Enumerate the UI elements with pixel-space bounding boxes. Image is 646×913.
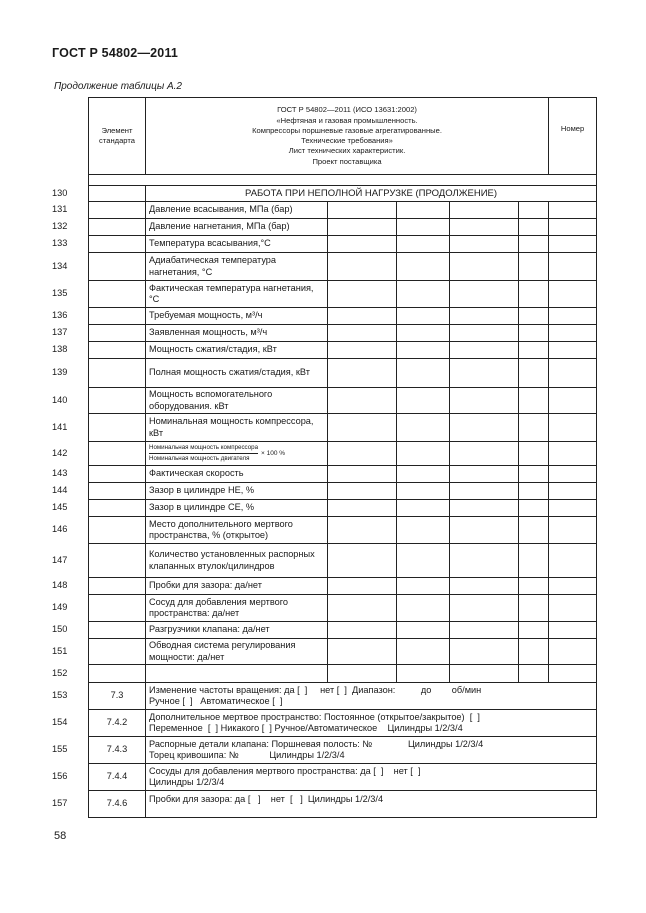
value-cell [397, 483, 450, 500]
element-cell [89, 325, 146, 342]
specification-table [88, 97, 597, 818]
value-cell [549, 578, 597, 595]
table-row [89, 359, 597, 388]
value-cell [519, 281, 549, 308]
element-cell [89, 578, 146, 595]
value-cell [397, 308, 450, 325]
row-label [146, 442, 328, 466]
value-cell [450, 595, 519, 622]
value-cell [549, 253, 597, 281]
value-cell [549, 483, 597, 500]
value-cell [328, 595, 397, 622]
value-cell [450, 388, 519, 414]
value-cell [397, 414, 450, 442]
value-cell [519, 342, 549, 359]
element-cell [89, 517, 146, 544]
row-label: Мощность вспомогательного оборудования. кВт [146, 388, 328, 414]
value-cell [397, 253, 450, 281]
table-row [89, 219, 597, 236]
element-cell [89, 253, 146, 281]
value-cell [549, 622, 597, 639]
element-reference: 7.4.6 [89, 791, 146, 818]
row-number: 143 [52, 468, 68, 478]
value-cell [328, 253, 397, 281]
description-line: Пробки для зазора: да [ ] нет [ ] Цилиндры 1/2/3/4 [149, 794, 384, 804]
description-line: Дополнительное мертвое пространство: Постоянное (открытое/закрытое) [ ] [149, 711, 480, 722]
value-cell [450, 500, 519, 517]
title-line: Технические требования» [301, 136, 393, 145]
value-cell [450, 517, 519, 544]
value-cell [549, 442, 597, 466]
value-cell [519, 517, 549, 544]
row-number: 147 [52, 554, 68, 565]
table-row [89, 236, 597, 253]
table-row [89, 639, 597, 665]
value-cell [397, 219, 450, 236]
table-row [89, 791, 597, 818]
value-cell [549, 639, 597, 665]
value-cell [549, 595, 597, 622]
value-cell [397, 342, 450, 359]
row-label: Место дополнительного мертвого пространства, % (открытое) [146, 517, 328, 544]
table-caption: Продолжение таблицы А.2 [54, 81, 182, 92]
fraction-multiplier: × 100 % [261, 449, 286, 457]
value-cell [549, 359, 597, 388]
element-cell [89, 639, 146, 665]
row-label: Номинальная мощность компрессора, кВт [146, 414, 328, 442]
row-number: 146 [52, 524, 68, 534]
value-cell [328, 325, 397, 342]
title-line: Лист технических характеристик. [288, 146, 406, 156]
value-cell [328, 544, 397, 578]
table-row [89, 253, 597, 281]
table-row [89, 578, 597, 595]
value-cell [549, 308, 597, 325]
value-cell [397, 595, 450, 622]
value-cell [450, 219, 519, 236]
value-cell [450, 544, 519, 578]
row-label: Обводная система регулирования мощности: да/нет [146, 639, 328, 665]
value-cell [450, 359, 519, 388]
row-label: Давление всасывания, МПа (бар) [146, 202, 328, 219]
description-line: Переменное [ ] Никакого [ ] Ручное/Автоматическое Цилиндры 1/2/3/4 [149, 723, 463, 733]
row-description [146, 737, 597, 764]
table-row [89, 500, 597, 517]
element-cell [89, 219, 146, 236]
table-header-row [89, 98, 597, 175]
row-number: 142 [52, 447, 68, 458]
value-cell [450, 342, 519, 359]
value-cell [328, 622, 397, 639]
row-number: 134 [52, 260, 68, 271]
row-label: Полная мощность сжатия/стадия, кВт [146, 359, 328, 388]
ratio-fraction [149, 444, 258, 463]
description-line: Распорные детали клапана: Поршневая полость: № Цилиндры 1/2/3/4 [149, 738, 484, 749]
value-cell [549, 517, 597, 544]
row-number: 145 [52, 502, 68, 512]
value-cell [519, 500, 549, 517]
element-reference: 7.4.3 [89, 737, 146, 764]
row-number: 139 [52, 367, 68, 377]
value-cell [519, 202, 549, 219]
value-cell [450, 466, 519, 483]
element-cell [89, 544, 146, 578]
value-cell [450, 414, 519, 442]
value-cell [397, 544, 450, 578]
element-cell [89, 308, 146, 325]
element-cell [89, 483, 146, 500]
table-row [89, 665, 597, 683]
value-cell [397, 466, 450, 483]
row-label: Адиабатическая температура нагнетания, °С [146, 253, 328, 281]
value-cell [519, 578, 549, 595]
value-cell [328, 414, 397, 442]
row-label: Количество установленных распорных клапанных втулок/цилиндров [146, 544, 328, 578]
value-cell [549, 236, 597, 253]
value-cell [549, 388, 597, 414]
value-cell [450, 665, 519, 683]
value-cell [328, 517, 397, 544]
value-cell [549, 342, 597, 359]
value-cell [450, 622, 519, 639]
column-header-number: Номер [549, 98, 597, 175]
description-line: Торец кривошипа: № Цилиндры 1/2/3/4 [149, 750, 345, 760]
value-cell [450, 325, 519, 342]
element-reference: 7.3 [89, 683, 146, 710]
table-row [89, 517, 597, 544]
title-line: Компрессоры поршневые газовые агрегатированные. [252, 125, 442, 135]
value-cell [397, 388, 450, 414]
value-cell [328, 359, 397, 388]
value-cell [519, 219, 549, 236]
value-cell [328, 202, 397, 219]
table-row [89, 186, 597, 202]
element-cell [89, 500, 146, 517]
table-row [89, 466, 597, 483]
row-number: 152 [52, 667, 68, 678]
table-row [89, 595, 597, 622]
row-label: Зазор в цилиндре СЕ, % [146, 500, 328, 517]
row-number: 137 [52, 327, 68, 337]
value-cell [450, 483, 519, 500]
value-cell [450, 202, 519, 219]
element-cell [89, 595, 146, 622]
table-row [89, 342, 597, 359]
value-cell [397, 236, 450, 253]
value-cell [519, 236, 549, 253]
value-cell [328, 500, 397, 517]
title-line: «Нефтяная и газовая промышленность. [276, 115, 418, 125]
value-cell [519, 544, 549, 578]
value-cell [549, 219, 597, 236]
table-row [89, 710, 597, 737]
value-cell [519, 388, 549, 414]
table-row [89, 281, 597, 308]
element-cell [89, 281, 146, 308]
page-number: 58 [54, 830, 67, 842]
value-cell [450, 639, 519, 665]
value-cell [519, 359, 549, 388]
value-cell [519, 595, 549, 622]
element-cell [89, 342, 146, 359]
value-cell [397, 442, 450, 466]
table-row [89, 388, 597, 414]
row-label: Пробки для зазора: да/нет [146, 578, 328, 595]
description-line: Цилиндры 1/2/3/4 [149, 777, 225, 787]
table-row [89, 202, 597, 219]
row-label: Разгрузчики клапана: да/нет [146, 622, 328, 639]
element-cell [89, 414, 146, 442]
row-number: 130 [52, 187, 68, 198]
row-number: 132 [52, 221, 68, 231]
table-row [89, 325, 597, 342]
value-cell [397, 202, 450, 219]
description-line: Ручное [ ] Автоматическое [ ] [149, 696, 283, 706]
value-cell [328, 281, 397, 308]
value-cell [328, 578, 397, 595]
value-cell [549, 466, 597, 483]
description-line: Сосуды для добавления мертвого пространства: да [ ] нет [ ] [149, 765, 421, 776]
value-cell [549, 281, 597, 308]
value-cell [397, 500, 450, 517]
value-cell [328, 388, 397, 414]
row-label: Фактическая скорость [146, 466, 328, 483]
value-cell [397, 665, 450, 683]
row-description [146, 710, 597, 737]
table-row [89, 483, 597, 500]
element-cell [89, 388, 146, 414]
value-cell [397, 622, 450, 639]
row-number: 141 [52, 421, 68, 432]
row-number: 156 [52, 771, 68, 781]
element-cell [89, 442, 146, 466]
row-label: Зазор в цилиндре НЕ, % [146, 483, 328, 500]
row-number: 140 [52, 394, 68, 405]
value-cell [450, 281, 519, 308]
row-label: Фактическая температура нагнетания, °С [146, 281, 328, 308]
value-cell [519, 325, 549, 342]
row-label: Заявленная мощность, м³/ч [146, 325, 328, 342]
column-header-title [146, 98, 549, 175]
row-description [146, 764, 597, 791]
row-number: 155 [52, 744, 68, 754]
row-number: 148 [52, 580, 68, 590]
table-row [89, 544, 597, 578]
value-cell [549, 325, 597, 342]
row-number: 133 [52, 238, 68, 248]
table-row [89, 414, 597, 442]
row-label [146, 665, 328, 683]
row-number: 150 [52, 624, 68, 634]
value-cell [549, 665, 597, 683]
value-cell [328, 219, 397, 236]
row-number: 135 [52, 288, 68, 298]
value-cell [328, 466, 397, 483]
table-row [89, 764, 597, 791]
row-label: Требуемая мощность, м³/ч [146, 308, 328, 325]
value-cell [519, 466, 549, 483]
value-cell [519, 253, 549, 281]
element-cell [89, 186, 146, 202]
row-number: 157 [52, 798, 68, 808]
value-cell [450, 308, 519, 325]
value-cell [397, 325, 450, 342]
value-cell [519, 414, 549, 442]
row-number: 154 [52, 717, 68, 727]
value-cell [519, 639, 549, 665]
value-cell [328, 308, 397, 325]
value-cell [397, 578, 450, 595]
row-number: 131 [52, 204, 68, 214]
fraction-numerator: Номинальная мощность компрессора [149, 444, 258, 454]
row-description [146, 683, 597, 710]
element-cell [89, 359, 146, 388]
value-cell [397, 639, 450, 665]
table-row [89, 308, 597, 325]
table-row [89, 442, 597, 466]
value-cell [549, 414, 597, 442]
row-number: 138 [52, 344, 68, 354]
row-label: Давление нагнетания, МПа (бар) [146, 219, 328, 236]
value-cell [519, 622, 549, 639]
value-cell [450, 236, 519, 253]
row-label: Температура всасывания,°С [146, 236, 328, 253]
row-number: 136 [52, 310, 68, 320]
value-cell [328, 483, 397, 500]
row-description [146, 791, 597, 818]
row-number: 151 [52, 645, 68, 656]
description-line: Изменение частоты вращения: да [ ] нет [ ] Диапазон: до об/мин [149, 684, 482, 695]
element-reference: 7.4.4 [89, 764, 146, 791]
value-cell [397, 281, 450, 308]
row-label: Сосуд для добавления мертвого пространства: да/нет [146, 595, 328, 622]
value-cell [549, 544, 597, 578]
title-line: Проект поставщика [312, 156, 382, 166]
standard-title: ГОСТ Р 54802—2011 [52, 46, 179, 60]
title-line: ГОСТ Р 54802—2011 (ИСО 13631:2002) [277, 105, 417, 115]
fraction-denominator: Номинальная мощность двигателя [149, 455, 250, 462]
row-number: 144 [52, 485, 68, 495]
section-heading: РАБОТА ПРИ НЕПОЛНОЙ НАГРУЗКЕ (ПРОДОЛЖЕНИЕ) [146, 186, 597, 202]
table-row [89, 622, 597, 639]
element-cell [89, 622, 146, 639]
element-cell [89, 665, 146, 683]
element-cell [89, 466, 146, 483]
table-row [89, 737, 597, 764]
value-cell [328, 639, 397, 665]
value-cell [397, 517, 450, 544]
value-cell [450, 442, 519, 466]
value-cell [328, 236, 397, 253]
value-cell [450, 578, 519, 595]
value-cell [519, 442, 549, 466]
value-cell [519, 483, 549, 500]
row-number: 149 [52, 602, 68, 612]
value-cell [519, 665, 549, 683]
value-cell [397, 359, 450, 388]
value-cell [549, 202, 597, 219]
element-reference: 7.4.2 [89, 710, 146, 737]
value-cell [450, 253, 519, 281]
column-header-element: Элемент стандарта [89, 98, 146, 175]
element-cell [89, 236, 146, 253]
element-cell [89, 202, 146, 219]
value-cell [328, 342, 397, 359]
row-number: 153 [52, 690, 68, 700]
table-row [89, 683, 597, 710]
value-cell [549, 500, 597, 517]
value-cell [328, 665, 397, 683]
value-cell [328, 442, 397, 466]
value-cell [519, 308, 549, 325]
row-label: Мощность сжатия/стадия, кВт [146, 342, 328, 359]
